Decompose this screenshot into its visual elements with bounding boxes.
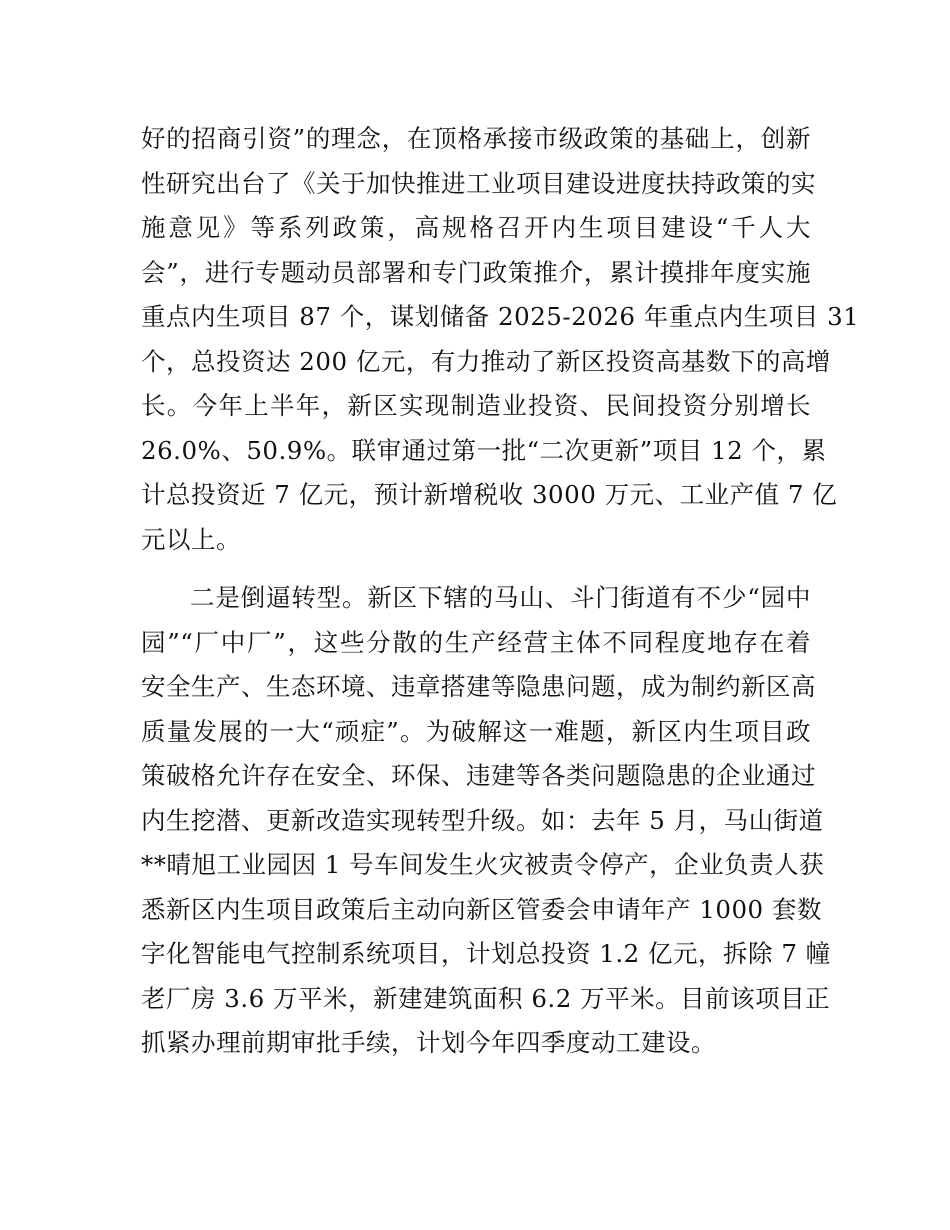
document-body — [141, 117, 860, 1066]
text-line: 内生挖潜、更新改造实现转型升级。如：去年 5 月，马山街道 — [141, 805, 824, 835]
text-line: 悉新区内生项目政策后主动向新区管委会申请年产 1000 套数 — [141, 894, 822, 924]
text-line: 个，总投资达 200 亿元，有力推动了新区投资高基数下的高增 — [141, 346, 831, 376]
text-line: 计总投资近 7 亿元，预计新增税收 3000 万元、工业产值 7 亿 — [141, 480, 838, 509]
text-line: 园”“厂中厂”，这些分散的生产经营主体不同程度地存在着 — [141, 627, 811, 657]
text-line: 重点内生项目 87 个，谋划储备 2025-2026 年重点内生项目 31 — [141, 302, 860, 331]
paragraph-investment — [141, 117, 860, 562]
text-line: **晴旭工业园因 1 号车间发生火灾被责令停产，企业负责人获 — [141, 850, 825, 879]
text-line: 字化智能电气控制系统项目，计划总投资 1.2 亿元，拆除 7 幢 — [141, 939, 831, 968]
paragraph-spacer — [141, 562, 811, 576]
text-line: 安全生产、生态环境、违章搭建等隐患问题，成为制约新区高 — [141, 672, 816, 701]
text-line: 26.0%、50.9%。联审通过第一批“二次更新”项目 12 个，累 — [141, 435, 827, 465]
text-line: 元以上。 — [141, 524, 241, 554]
text-line: 会”，进行专题动员部署和专门政策推介，累计摸排年度实施 — [141, 257, 811, 287]
text-line: 施意见》等系列政策，高规格召开内生项目建设“千人大 — [141, 213, 811, 242]
text-line: 质量发展的一大“顽症”。为破解这一难题，新区内生项目政 — [141, 716, 811, 746]
text-line: 好的招商引资”的理念，在顶格承接市级政策的基础上，创新 — [141, 124, 811, 153]
text-line: 二是倒逼转型。新区下辖的马山、斗门街道有不少“园中 — [190, 583, 811, 612]
text-line: 策破格允许存在安全、环保、违建等各类问题隐患的企业通过 — [141, 761, 816, 790]
text-line: 性研究出台了《关于加快推进工业项目建设进度扶持政策的实 — [141, 168, 816, 198]
paragraph-transformation — [141, 576, 831, 1066]
text-line: 抓紧办理前期审批手续，计划今年四季度动工建设。 — [141, 1028, 716, 1057]
text-line: 老厂房 3.6 万平米，新建建筑面积 6.2 万平米。目前该项目正 — [141, 983, 831, 1013]
text-line: 长。今年上半年，新区实现制造业投资、民间投资分别增长 — [141, 391, 811, 420]
